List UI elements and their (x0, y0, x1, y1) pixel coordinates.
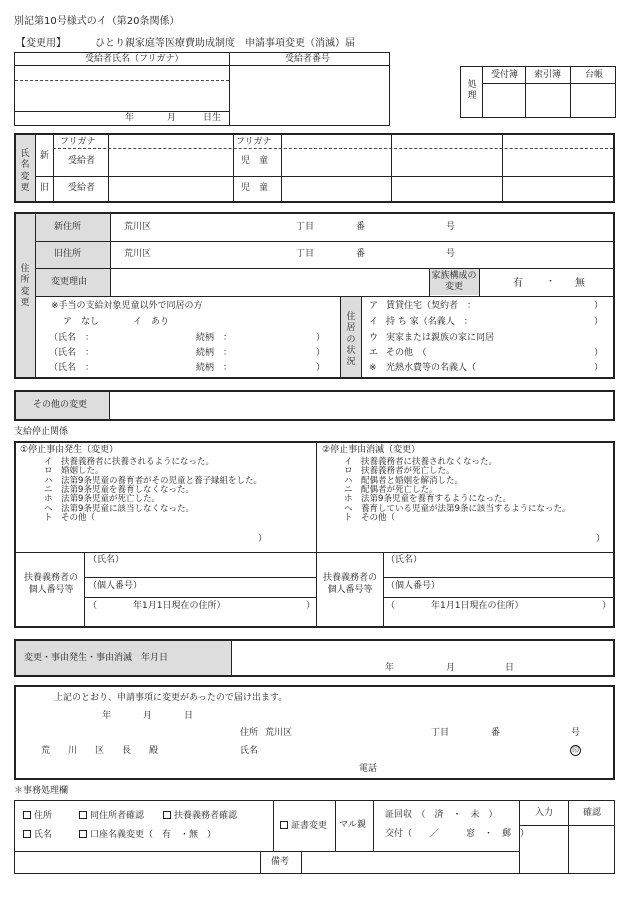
old-child-name-field[interactable] (282, 177, 612, 200)
recipient-number-field[interactable] (231, 67, 388, 123)
maru-oya-label: マル親 (339, 820, 367, 830)
suspension-end-title: ②停止事由消滅（変更） (322, 445, 421, 455)
suspension-occur-item[interactable]: ト その他（ (44, 513, 96, 524)
housing-status-key: ア (369, 301, 379, 311)
supporter-number-label: （個人番号） (88, 581, 143, 591)
family-change-yes[interactable]: 有 (513, 278, 523, 289)
cohabitant-relation: 続柄 ： (196, 348, 233, 358)
event-date-label: 変更・事由発生・事由消滅 年月日 (24, 653, 169, 663)
office-title: ＊事務処理欄 (14, 786, 69, 796)
cohabitant-name: （氏名 ： (49, 363, 95, 373)
event-date-section (14, 639, 615, 677)
child-label: 児 童 (241, 183, 269, 193)
other-change-label: その他の変更 (33, 400, 88, 410)
processing-col: 索引簿 (534, 70, 562, 80)
processing-table (460, 66, 616, 118)
suspension-occur-item[interactable]: ヘ 法第9条児童に該当しなくなった。 (44, 503, 194, 514)
event-year: 年 (385, 663, 395, 673)
reason-label: 変更理由 (51, 277, 88, 287)
office-check-cert-change[interactable]: 証書変更 (280, 821, 327, 832)
input-label: 入力 (535, 808, 554, 818)
recipient-name-label: 受給者氏名（フリガナ） (85, 54, 184, 64)
declaration-day: 日 (184, 711, 194, 721)
housing-status-key: ウ (369, 333, 379, 343)
suspension-occur-item[interactable]: ロ 婚姻した。 (44, 466, 104, 477)
applicant-address-field[interactable] (286, 725, 606, 741)
birth-year: 年 (125, 113, 135, 123)
processing-col: 台帳 (585, 70, 604, 80)
phone-label: 電話 (359, 764, 378, 774)
housing-status-side-label: 住居の状況 (346, 312, 356, 367)
supporter-name-field[interactable] (384, 564, 612, 576)
old-address-label: 旧住所 (54, 249, 82, 259)
supporter-address-label: （ 年1月1日現在の住所） (386, 601, 524, 611)
recipient-name-field[interactable] (16, 81, 228, 110)
new-child-name-field[interactable] (282, 149, 612, 175)
child-label: 児 童 (241, 156, 269, 166)
family-change-dot: ・ (546, 277, 556, 287)
office-use-table (14, 800, 615, 874)
reason-field[interactable] (113, 270, 427, 294)
suspension-end-item[interactable]: イ 扶養義務者に扶養されなくなった。 (344, 457, 498, 467)
processing-col: 受付簿 (491, 70, 519, 80)
declaration-section (14, 685, 615, 780)
office-check-supporter[interactable]: 扶養義務者確認 (163, 811, 237, 822)
declaration-month: 月 (143, 711, 153, 721)
seal-mark: 印 (572, 746, 579, 754)
suspension-end-item[interactable]: ニ 配偶者が死亡した。 (344, 485, 438, 496)
remarks-field[interactable] (303, 852, 517, 872)
housing-status-option[interactable]: 持 ち 家（名義人 ： (386, 317, 473, 327)
applicant-name-field[interactable] (266, 743, 566, 759)
housing-status-option[interactable]: その他 （ (386, 348, 427, 358)
family-change-label: 家族構成の変更 (431, 271, 477, 292)
other-change-field[interactable] (111, 393, 611, 418)
new-address-label: 新住所 (54, 222, 82, 232)
form-title: ひとり親家庭等医療費助成制度 申請事項変更（消滅）届 (95, 38, 355, 49)
input-stamp-field[interactable] (520, 826, 567, 872)
cert-delivery[interactable]: 交付（ ／ 窓 ・ 郵 ） (385, 829, 530, 839)
suspension-end-list (344, 458, 570, 523)
confirm-stamp-field[interactable] (569, 826, 614, 872)
suspension-end-item[interactable]: ホ 法第9条児童を養育するようになった。 (344, 494, 511, 505)
declaration-year: 年 (102, 711, 112, 721)
address-change-section: 住所変更 新住所 旧住所 変更理由 荒川区 丁目 番 号 荒川区 丁目 番 号 家族構成の変更 有 ・ 無 ※手当の支給対象児童以外で同居の方 ア なし イ あり （氏名 ： 続柄 ： ） （氏名 ： 続柄 ： ） （氏名 ： 続柄 ： ） 住居の状況 ア 賃貸住宅（契約者 ： ） イ 持 ち 家（名義人 ： ） ウ 実家または親族の家に同居 エ その他 （ ） ※ 光熱水費等の名義人（ ） (14, 212, 615, 379)
phone-field[interactable] (384, 761, 604, 776)
event-date-field[interactable] (234, 643, 610, 673)
suspension-occur-title: ①停止事由発生（変更） (20, 445, 119, 455)
housing-status-option[interactable]: 光熱水費等の名義人（ (386, 363, 477, 373)
old-label: 旧 (40, 183, 50, 193)
remarks-label: 備考 (271, 857, 290, 867)
furigana-label: フリガナ (236, 137, 272, 147)
office-check-same-address[interactable]: 同住所者確認 (79, 811, 144, 822)
supporter-name-label: （氏名） (88, 555, 125, 565)
suspension-occur-item[interactable]: ホ 法第9条児童が死亡した。 (44, 494, 160, 505)
office-check-account-name[interactable]: 口座名義変更（ 有 ・無 ） (79, 830, 216, 841)
office-check-name[interactable]: 氏名 (23, 830, 52, 841)
cohabitant-name: （氏名 ： (49, 348, 95, 358)
applicant-ban: 番 (491, 728, 501, 738)
housing-status-key: ※ (369, 363, 377, 373)
declaration-text: 上記のとおり、申請事項に変更があったので届け出ます。 (54, 693, 288, 703)
birth-day: 日生 (203, 113, 222, 123)
suspension-end-item[interactable]: ロ 扶養義務者が死亡した。 (344, 466, 455, 477)
recipient-table (14, 52, 390, 126)
birth-month: 月 (167, 113, 177, 123)
supporter-name-label: （氏名） (386, 555, 423, 565)
event-month: 月 (446, 663, 456, 673)
suspension-occur-item[interactable]: イ 扶養義務者に扶養されるようになった。 (44, 457, 215, 467)
supporter-label: 扶養義務者の個人番号等 (322, 573, 377, 595)
housing-status-key: エ (369, 348, 379, 358)
suspension-occur-list (44, 458, 262, 523)
housing-status-key: イ (369, 317, 379, 327)
new-recipient-name-field[interactable] (109, 149, 232, 175)
housing-status-option[interactable]: 実家または親族の家に同居 (386, 333, 495, 343)
form-number: 別記第10号様式のイ（第20条関係） (14, 16, 180, 27)
cohabitant-title: ※手当の支給対象児童以外で同居の方 (51, 301, 203, 311)
suspension-end-item[interactable]: ト その他（ (344, 513, 396, 524)
confirm-label: 確認 (583, 808, 602, 818)
supporter-label: 扶養義務者の個人番号等 (23, 573, 78, 595)
applicant-ward: 荒川区 (265, 728, 293, 738)
suspension-end-item[interactable]: ヘ 養育している児童が法第9条に該当するようになった。 (344, 503, 571, 514)
old-address-field[interactable]: 荒川区 丁目 番 号 (124, 249, 456, 259)
furigana-label: フリガナ (60, 137, 96, 147)
supporter-name-field[interactable] (85, 564, 315, 576)
cohabitant-relation: 続柄 ： (196, 333, 233, 343)
supporter-number-label: （個人番号） (386, 581, 441, 591)
processing-label: 処理 (467, 80, 477, 102)
supporter-address-label: （ 年1月1日現在の住所） (88, 601, 226, 611)
cohabitant-exists-option[interactable]: イ あり (133, 317, 170, 327)
new-address-field[interactable]: 荒川区 丁目 番 号 (124, 222, 456, 232)
cohabitant-relation: 続柄 ： (196, 363, 233, 373)
suspension-occur-item[interactable]: ニ 法第9条児童を養育しなくなった。 (44, 485, 194, 496)
event-day: 日 (505, 663, 515, 673)
address-change-side-label: 住所変更 (20, 264, 30, 308)
suspension-title: 支給停止関係 (14, 427, 69, 437)
applicant-address-label: 住所 (240, 728, 259, 738)
new-label: 新 (40, 151, 50, 161)
old-recipient-name-field[interactable] (109, 177, 232, 200)
recipient-number-label: 受給者番号 (285, 54, 331, 64)
recipient-label: 受給者 (68, 156, 96, 166)
addressee: 荒 川 区 長 殿 (41, 746, 159, 756)
suspension-occur-item[interactable]: ハ 法第9条児童の養育者がその児童と養子縁組をした。 (44, 475, 262, 486)
suspension-end-item[interactable]: ハ 配偶者と婚姻を解消した。 (344, 475, 464, 486)
name-change-side-label: 氏名変更 (20, 149, 30, 193)
applicant-chome: 丁目 (431, 728, 450, 738)
suspension-section: ①停止事由発生（変更） ②停止事由消滅（変更） イ 扶養義務者に扶養されるようになった。 ロ 婚姻した。 ハ 法第9条児童の養育者がその児童と養子縁組をした。 ニ 法第9条児童を養育しなくなった。 ホ 法第9条児童が死亡した。 ヘ 法第9条児童に該当しなくなった。 ト その他（ ） イ 扶養義務者に扶養されなくなった。 ロ 扶養義務者が死亡した。 ハ 配偶者と婚姻を解消した。 ニ 配偶者が死亡した。 ホ 法第9条児童を養育するようになった。 ヘ 養育している児童が法第9条に該当するようになった。 ト その他（ ） 扶養義務者の個人番号等 （氏名） （個人番号） （ 年1月1日現在の住所） ） 扶養義務者の個人番号等 （氏名） （個人番号） （ 年1月1日現在の住所） ） (14, 441, 615, 628)
form-tag: 【変更用】 (16, 38, 66, 49)
recipient-label: 受給者 (68, 183, 96, 193)
applicant-name-label: 氏名 (240, 746, 259, 756)
family-change-no[interactable]: 無 (575, 278, 585, 289)
applicant-go: 号 (571, 728, 581, 738)
name-change-section (14, 133, 615, 203)
cohabitant-name: （氏名 ： (49, 333, 95, 343)
cohabitant-none-option[interactable]: ア なし (63, 317, 100, 327)
other-change-section (14, 390, 615, 421)
cert-collection[interactable]: 証回収 （ 済 ・ 未 ） (385, 810, 498, 820)
housing-status-option[interactable]: 賃貸住宅（契約者 ： (386, 301, 477, 311)
office-check-address[interactable]: 住所 (23, 811, 52, 822)
